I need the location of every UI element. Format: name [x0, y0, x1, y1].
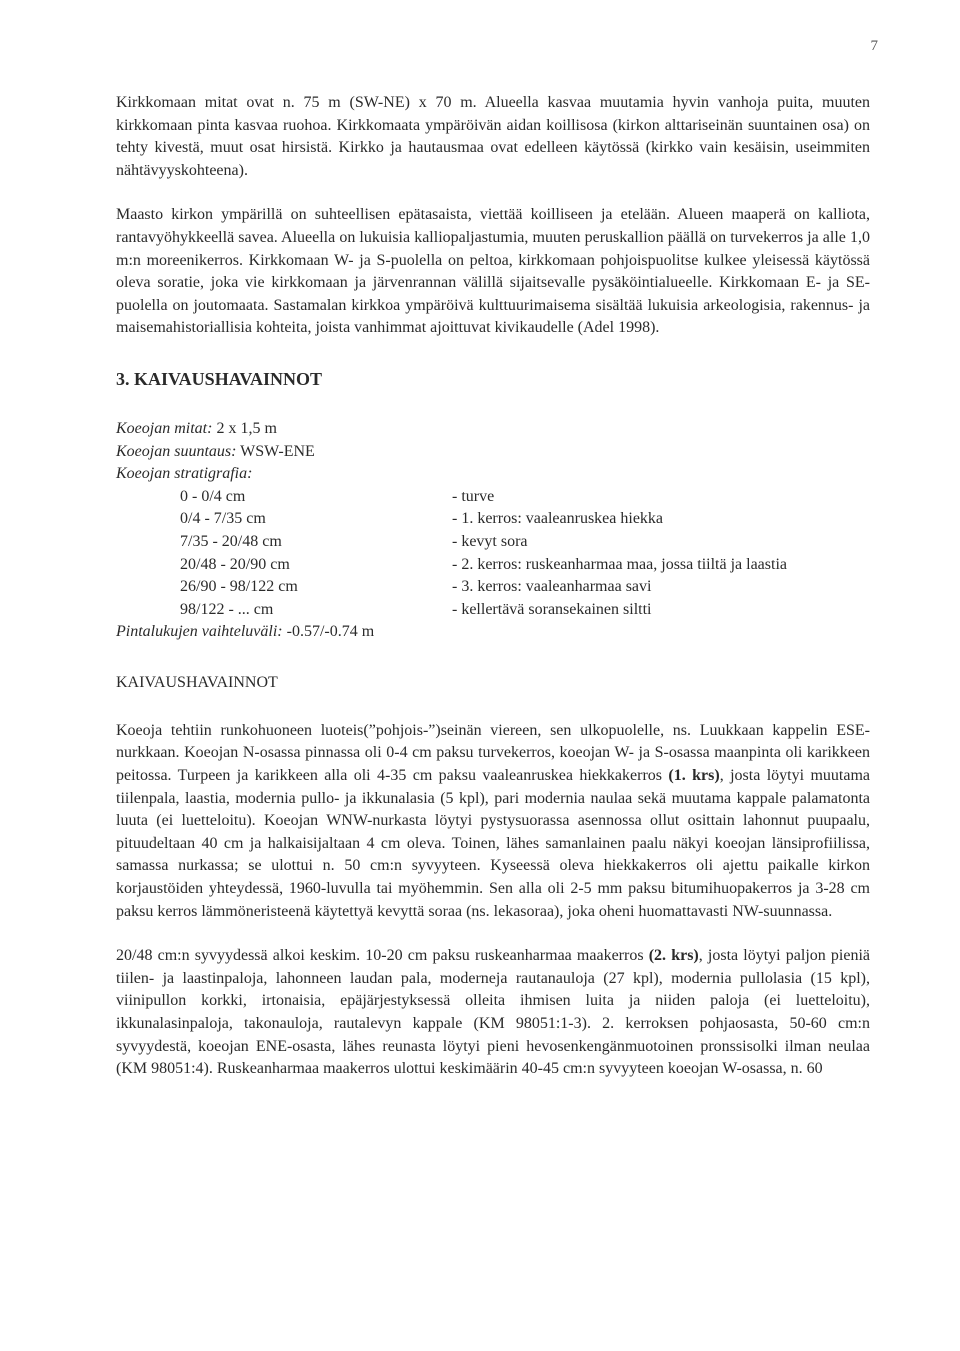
- intro-paragraph-1: Kirkkomaan mitat ovat n. 75 m (SW-NE) x 70 m. Alueella kasvaa muutamia hyvin vanhoja puita, muuten kirkkomaan pinta kasvaa ruohoa. Kirkkomaata ympäröivän aidan koillisosa (kirkon alttariseinän suuntainen osa) on tehty kivestä, muut osat hirsistä. Kirkko ja hautausmaa ovat edelleen käytössä (kirkko vain kesäisin, useimmiten nähtävyyskohteena).: [116, 94, 870, 179]
- strat-desc: - kevyt sora: [452, 532, 528, 550]
- koeojan-suuntaus-value: WSW-ENE: [240, 442, 315, 460]
- koeojan-stratigrafia: [116, 463, 870, 486]
- pintalukujen-value: -0.57/-0.74 m: [286, 623, 375, 641]
- subheading: KAIVAUSHAVAINNOT: [116, 673, 278, 691]
- page-number: 7: [870, 38, 878, 54]
- body-p2-text-a: 20/48 cm:n syvyydessä alkoi keskim. 10-20 cm paksu ruskeanharmaa maakerros: [116, 947, 649, 965]
- stratigraphy-table: [116, 486, 870, 622]
- body-p1-text-a: Koeoja tehtiin runkohuoneen luoteis(”pohjois-”)seinän viereen, sen ulkopuolelle, ns. Luukkaan kappelin ESE-nurkkaan. Koeojan N-osassa pinnassa oli 0-4 cm paksu turvekerros, koeojan W- ja S-osassa maanpinta oli karikkeen peitossa. Turpeen ja karikkeen alla oli 4-35 cm paksu vaaleanruskea hiekkakerros: [116, 721, 870, 785]
- body-p1-bold: (1. krs): [668, 767, 720, 785]
- body-paragraph-2: [116, 945, 870, 1081]
- body-p2-bold: (2. krs): [648, 947, 699, 965]
- strat-desc: - kellertävä soransekainen siltti: [452, 600, 652, 618]
- body-p1-text-b: , josta löytyi muutama tiilenpala, laastia, modernia pullo- ja ikkunalasia (5 kpl), pari modernia naulaa sekä muutama kappale palamatonta luuta (ei luetteloitu). Koeojan WNW-nurkasta löytyi pystysuorassa asennossa ollut osittain lahonnut puupaalu, pituudeltaan 40 cm ja halkaisijaltaan 4 cm oleva. Toinen, lähes samanlainen paalu näkyi koeojan länsiprofiilissa, samassa nurkassa; se ulottui n. 50 cm:n syvyyteen. Kyseessä oleva hiekkakerros oli ajettu paikalle kirkon korjaustöiden yhteydessä, 1960-luvulla tai myöhemmin. Sen alla oli 2-5 mm paksu bitumihuopakerros ja 3-28 cm paksu kerros lämmöneristeenä käytettyä kevyttä soraa (ns. lekasoraa), joka oheni huomattavasti NW-suunnassa.: [116, 767, 870, 920]
- strat-depth: 0/4 - 7/35 cm: [180, 510, 266, 528]
- body-paragraph-1: [116, 720, 870, 923]
- strat-desc: - 1. kerros: vaaleanruskea hiekka: [452, 510, 664, 528]
- strat-depth: 0 - 0/4 cm: [180, 487, 246, 505]
- koeojan-suuntaus-label: Koeojan suuntaus:: [116, 442, 237, 460]
- document-body: [116, 92, 870, 1081]
- intro-paragraph-2: Maasto kirkon ympärillä on suhteellisen epätasaista, viettää koilliseen ja etelään. Alueen maaperä on kalliota, rantavyöhykkeellä savea. Alueella on lukuisia kalliopaljastumia, muuten peruskallion päällä on turvekerros ja alle 1,0 m:n moreenikerros. Kirkkomaan W- ja S-puolella on peltoa, kirkkomaan pohjoispuolitse kulkee yleisessä käytössä oleva soratie, joka vie kirkkomaan ja järvenrannan välillä sijaitsevalle pysäköintialueelle. Kirkkomaan E- ja SE-puolella on joutomaata. Sastamalan kirkkoa ympäröivä kulttuurimaisema sisältää lukuisia arkeologisia, rakennus- ja maisemahistoriallisia kohteita, joista vanhimmat ajoittuvat kivikaudelle (Adel 1998).: [116, 206, 870, 337]
- pintalukujen-vaihteluvali: [116, 621, 870, 644]
- koeojan-mitat-label: Koeojan mitat:: [116, 419, 213, 437]
- strat-depth: 20/48 - 20/90 cm: [180, 555, 290, 573]
- strat-desc: - 3. kerros: vaaleanharmaa savi: [452, 578, 652, 596]
- strat-depth: 98/122 - ... cm: [180, 600, 274, 618]
- section-title: 3. KAIVAUSHAVAINNOT: [116, 368, 323, 389]
- strat-depth: 26/90 - 98/122 cm: [180, 578, 298, 596]
- koeojan-mitat-value: 2 x 1,5 m: [216, 419, 277, 437]
- strat-desc: - 2. kerros: ruskeanharmaa maa, jossa tiiltä ja laastia: [452, 555, 787, 573]
- koeojan-mitat: [116, 418, 870, 441]
- koeojan-stratigrafia-label: Koeojan stratigrafia:: [116, 465, 253, 483]
- pintalukujen-label: Pintalukujen vaihteluväli:: [116, 623, 283, 641]
- strat-desc: - turve: [452, 487, 495, 505]
- strat-depth: 7/35 - 20/48 cm: [180, 532, 282, 550]
- body-p2-text-b: , josta löytyi paljon pieniä tiilen- ja laastinpaloja, lahonneen laudan pala, moderneja rautanauloja (27 kpl), modernia pullolasia (15 kpl), viinipullon korkki, irtonaisia, epäjärjestyksessä olleita ihmisen luita ja niiden paloja (ei luetteloitu), ikkunalasinpaloja, takonauloja, rautalevyn kappale (KM 98051:1-3). 2. kerroksen pohjaosasta, 50-60 cm:n syvyydestä, koeojan ENE-osasta, lähes reunasta löytyi pieni hevosenkengänmuotoinen pronssisolki ilman neulaa (KM 98051:4). Ruskeanharmaa maakerros ulottui keskimäärin 40-45 cm:n syvyyteen koeojan W-osassa, n. 60: [116, 947, 871, 1078]
- koeojan-suuntaus: [116, 441, 870, 464]
